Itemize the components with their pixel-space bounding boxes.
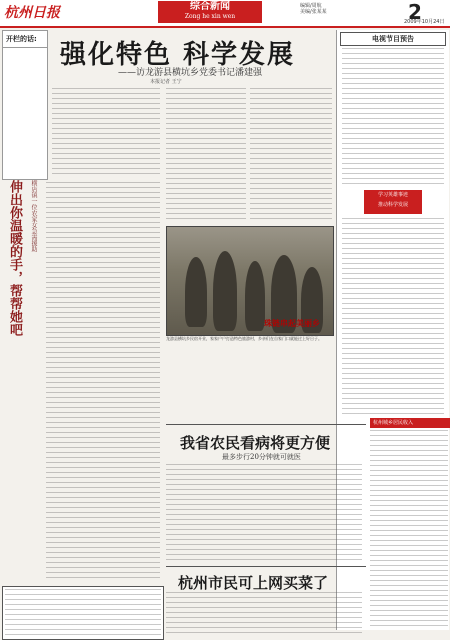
section-header (158, 1, 262, 23)
designer-line: 美编/张某某 (300, 9, 327, 15)
section-title: 综合新闻 (190, 1, 230, 12)
story2-subhead: 最多步行20分钟就可就医 (222, 453, 301, 461)
feature-story-body (46, 182, 160, 578)
story3-divider (166, 566, 366, 567)
photo-caption-title: 珠链串起美丽乡 (264, 319, 320, 328)
page-number: 2 (408, 0, 422, 24)
story2-divider (166, 424, 366, 425)
feature-vertical-title: 伸出你温暖的手，帮帮她吧 (7, 180, 22, 336)
intro-sidebar (2, 30, 48, 180)
story2-headline: 我省农民看病将更方便 (180, 434, 331, 452)
main-story-body-col1 (52, 88, 160, 178)
newspaper-logo: 杭州日报 (4, 5, 60, 21)
income-sidebox-body (370, 430, 448, 630)
main-byline: 本报记者 王宁 (150, 79, 182, 85)
main-story-body-col2 (166, 88, 246, 222)
story3-body (166, 592, 362, 636)
right-column-text-bottom (342, 218, 444, 414)
main-story-body-col3 (250, 88, 332, 222)
promo-box (364, 190, 422, 214)
intro-heading: 开栏的话: (3, 31, 47, 48)
page-date: 2009年10月24日 (404, 19, 445, 25)
editor-meta (300, 3, 327, 15)
bottom-notice-box (2, 586, 164, 640)
right-column-text-top (342, 48, 444, 186)
feature-vertical-subtitle: 横店镇一位农家女急需援助 (30, 180, 37, 252)
editor-line: 编辑/周航 (300, 3, 322, 9)
promo-line-2: 推动科学发展 (377, 202, 408, 208)
story2-body (166, 464, 362, 564)
main-subtitle: ——访龙游县横坑乡党委书记潘建强 (118, 68, 263, 78)
photo-caption: 龙游县横坑乡民宿开业，家家户户打造特色旅游村，乡亲们在自家门口就能过上好日子。 (166, 336, 322, 341)
section-title-pinyin: Zong he xin wen (184, 13, 236, 20)
story3-headline: 杭州市民可上网买菜了 (178, 574, 329, 592)
main-headline: 强化特色 科学发展 (60, 40, 296, 70)
tv-listing-heading: 电视节目预告 (340, 32, 446, 46)
promo-line-1: 学习英雄事迹 (377, 192, 408, 198)
income-sidebox-label: 杭州城乡居民收入 (370, 418, 450, 428)
